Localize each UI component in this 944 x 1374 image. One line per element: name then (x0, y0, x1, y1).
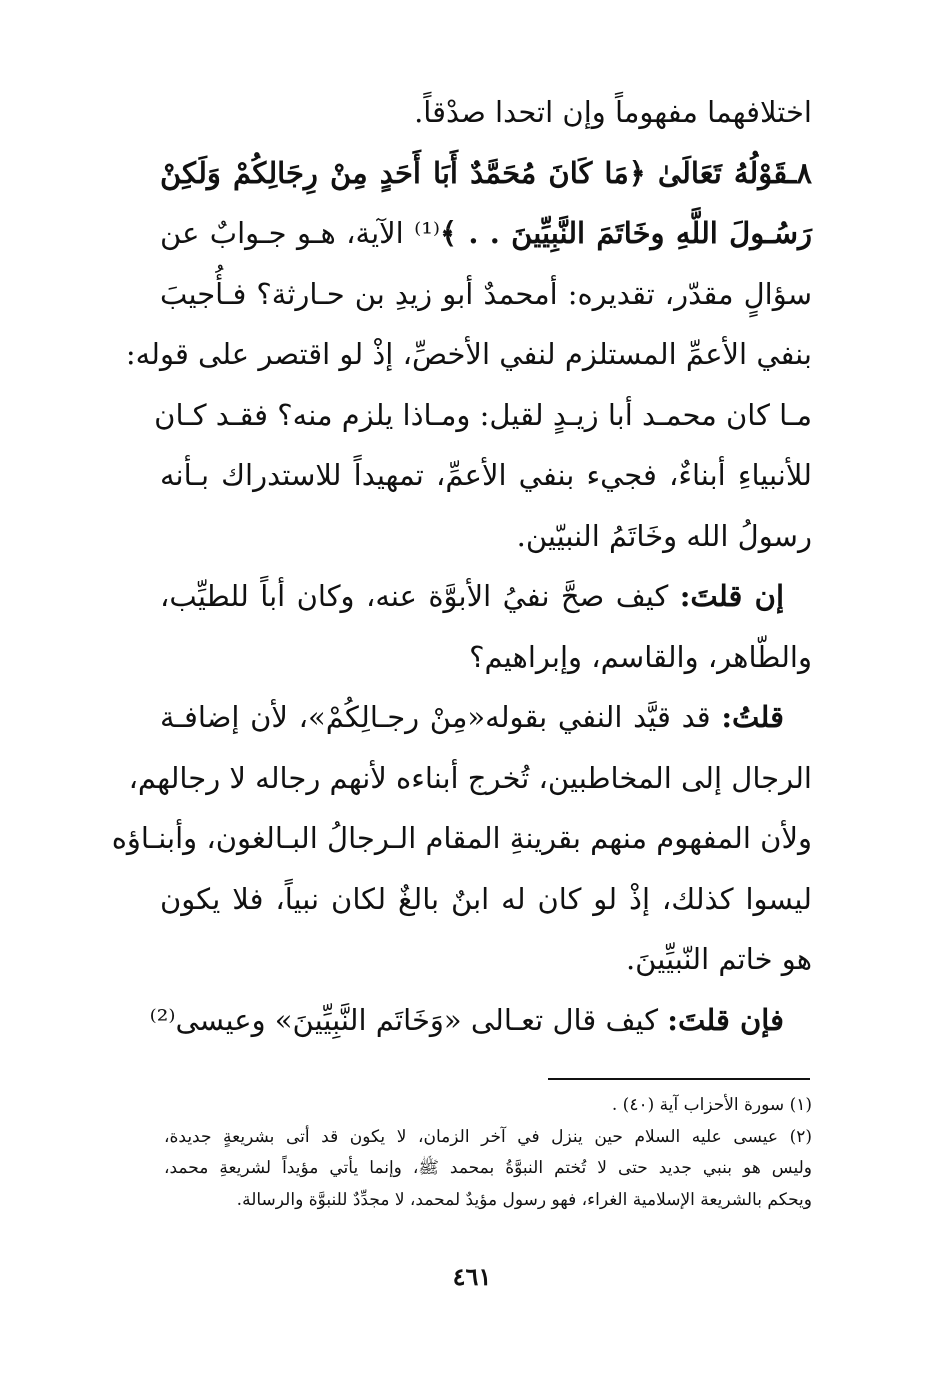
quran-verse-line: ٨ـقَوْلُهُ تَعَالَىٰ ﴿مَا كَانَ مُحَمَّدٌ أَبَا أَحَدٍ مِنْ رِجَالِكُمْ وَلَكِنْ (160, 155, 812, 190)
answer-text: قد قيَّد النفي بقوله«مِنْ رجـالِكُمْ»، لأن إضافـة (160, 700, 722, 734)
main-text (111, 82, 813, 1050)
text-line: ليسوا كذلك، إذْ لو كان له ابنٌ بالغٌ لكان نبياً، فلا يكون (160, 881, 812, 916)
question-lead: فإن قلتَ: (667, 1002, 784, 1037)
question-text: كيف قال تعـالى «وَخَاتَم النَّبِيِّينَ» وعيسى⁽²⁾ (149, 1002, 668, 1037)
text-line: للأنبياءِ أبناءٌ، فجيء بنفي الأعمِّ، تمهيداً للاستدراك بـأنه (160, 458, 812, 492)
answer-lead: قلتُ: (721, 700, 784, 734)
text-line: الرجال إلى المخاطبين، تُخرج أبناءه لأنهم رجاله لا رجالهم، (128, 760, 812, 795)
verse-commentary: ⁽¹⁾ الآية، هـو جـوابٌ عن (160, 216, 441, 250)
answer-line (160, 687, 812, 748)
footnote-2-line: (٢) عيسى عليه السلام حين ينزل في آخر الزمان، لا يكون قد أتى بشريعةٍ جديدة، (164, 1126, 812, 1147)
text-line: والطّاهر، والقاسم، وإبراهيم؟ (469, 639, 812, 674)
text-line: بنفي الأعمِّ المستلزم لنفي الأخصِّ، إذْ لو اقتصر على قوله: (125, 337, 812, 371)
footnotes (164, 1090, 812, 1216)
footnote-1: (١) سورة الأحزاب آية (٤٠) . (611, 1095, 812, 1115)
quran-verse-end: رَسُـولَ اللَّهِ وخَاتَمَ النَّبِيِّينَ . . ﴾ (440, 216, 813, 250)
text-line (160, 203, 812, 264)
footnote-2-line: وليس هو بنبي جديد حتى لا تُختم النبوَّةُ بمحمد ﷺ، وإنما يأتي مؤيداً لشريعةِ محمد، (164, 1158, 812, 1178)
text-line: ولأن المفهوم منهم بقرينةِ المقام الـرجالُ البـالغون، وأبنـاؤه (111, 821, 812, 855)
text-line: رسولُ الله وخَاتَمُ النبيّين. (516, 518, 812, 553)
text-line: مـا كان محمـد أبا زيـدٍ لقيل: ومـاذا يلزم منه؟ فقـد كـان (154, 397, 812, 432)
question-text: كيف صحَّ نفيُ الأبوَّة عنه، وكان أباً للطيِّب، (160, 579, 680, 613)
page-number: ٤٦١ (452, 1262, 492, 1291)
footnote-separator (548, 1078, 810, 1080)
text-line: اختلافهما مفهوماً وإن اتحدا صدْقاً. (414, 95, 812, 129)
question-lead: إن قلتَ: (679, 579, 784, 613)
question-line (149, 990, 812, 1051)
question-line (160, 566, 812, 627)
text-line: سؤالٍ مقدّر، تقديره: أمحمدٌ أبو زيدِ بن حـارثة؟ فـأُجيبَ (160, 276, 812, 311)
footnote-2-line: ويحكم بالشريعة الإسلامية الغراء، فهو رسول مؤيدٌ لمحمد، لا مجدِّدٌ للنبوَّة والرسالة. (236, 1189, 812, 1210)
text-line: هو خاتم النّبيِّينَ. (625, 942, 812, 976)
